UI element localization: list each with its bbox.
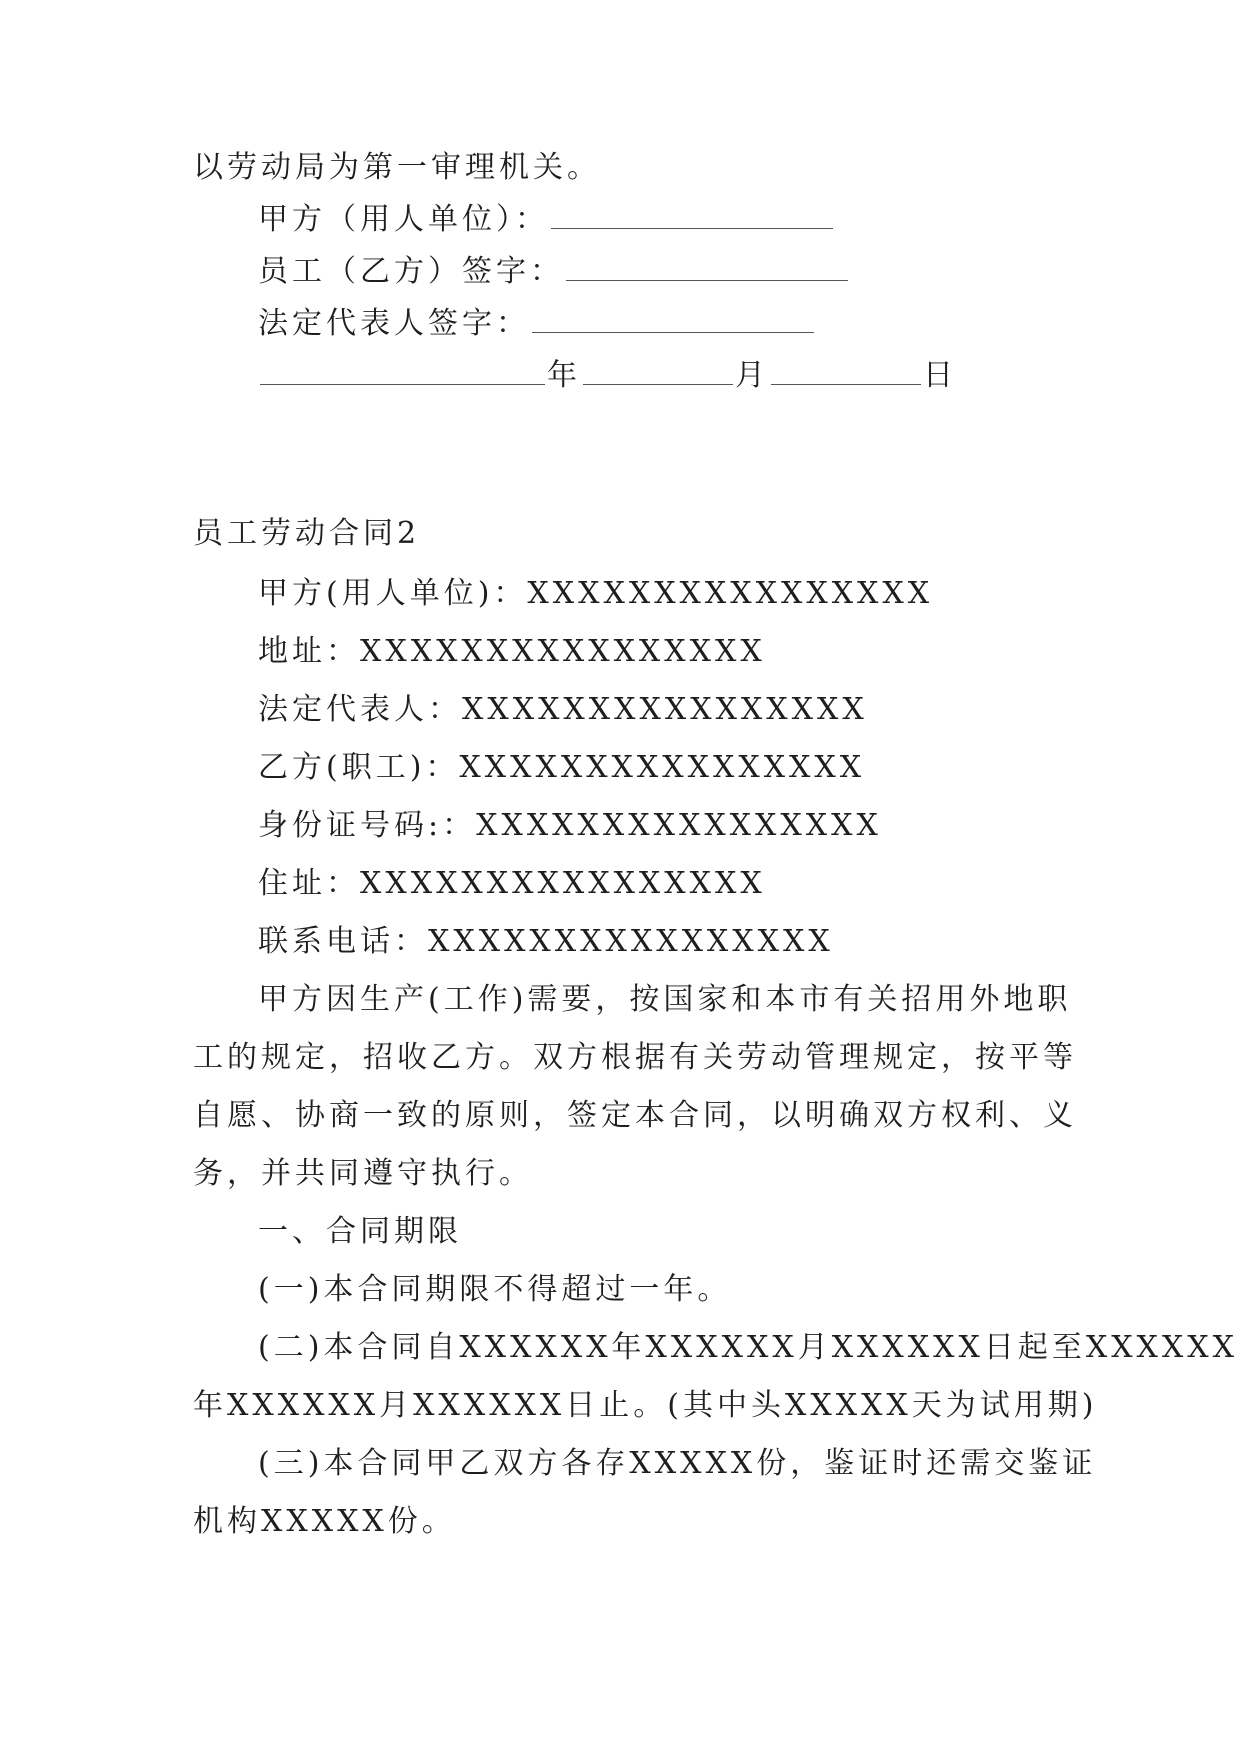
party-a-label: 甲方（用人单位）： [258, 202, 549, 237]
field-legal-rep: 法定代表人：XXXXXXXXXXXXXXXX [258, 692, 868, 727]
field-phone: 联系电话：XXXXXXXXXXXXXXXX [258, 924, 834, 959]
section-1-title: 一、合同期限 [258, 1214, 462, 1249]
clause-1: (一)本合同期限不得超过一年。 [258, 1272, 732, 1307]
year-blank [260, 358, 545, 385]
year-label: 年 [547, 358, 581, 393]
clause-2-line-2: 年XXXXXX月XXXXXX日止。(其中头XXXXX天为试用期) [193, 1388, 1098, 1423]
contract-title: 员工劳动合同2 [193, 516, 421, 551]
employee-label: 员工（乙方）签字： [258, 254, 564, 289]
date-line [258, 354, 957, 398]
party-a-signature-line [258, 198, 835, 242]
rep-label: 法定代表人签字： [258, 306, 530, 341]
rep-blank [532, 306, 814, 333]
clause-3-line-2: 机构XXXXX份。 [193, 1504, 456, 1539]
field-party-a: 甲方(用人单位)：XXXXXXXXXXXXXXXX [258, 576, 934, 611]
field-residence: 住址：XXXXXXXXXXXXXXXX [258, 866, 766, 901]
field-party-b: 乙方(职工)：XXXXXXXXXXXXXXXX [258, 750, 866, 785]
intro-line-3: 自愿、协商一致的原则，签定本合同，以明确双方权利、义 [193, 1098, 1077, 1133]
employee-blank [566, 254, 848, 281]
field-id-number: 身份证号码:：XXXXXXXXXXXXXXXX [258, 808, 882, 843]
employee-signature-line [258, 250, 850, 294]
intro-line-4: 务，并共同遵守执行。 [193, 1156, 533, 1191]
rep-signature-line [258, 302, 816, 346]
month-label: 月 [735, 358, 769, 393]
day-label: 日 [923, 358, 957, 393]
intro-line-2: 工的规定，招收乙方。双方根据有关劳动管理规定，按平等 [193, 1040, 1077, 1075]
party-a-blank [551, 202, 833, 229]
field-address: 地址：XXXXXXXXXXXXXXXX [258, 634, 766, 669]
top-text: 以劳动局为第一审理机关。 [193, 150, 601, 185]
day-blank [771, 358, 921, 385]
month-blank [583, 358, 733, 385]
clause-3-line-1: (三)本合同甲乙双方各存XXXXX份，鉴证时还需交鉴证 [258, 1446, 1097, 1481]
intro-line-1: 甲方因生产(工作)需要，按国家和本市有关招用外地职 [258, 982, 1072, 1017]
clause-2-line-1: (二)本合同自XXXXXX年XXXXXX月XXXXXX日起至XXXXXX [258, 1330, 1238, 1365]
